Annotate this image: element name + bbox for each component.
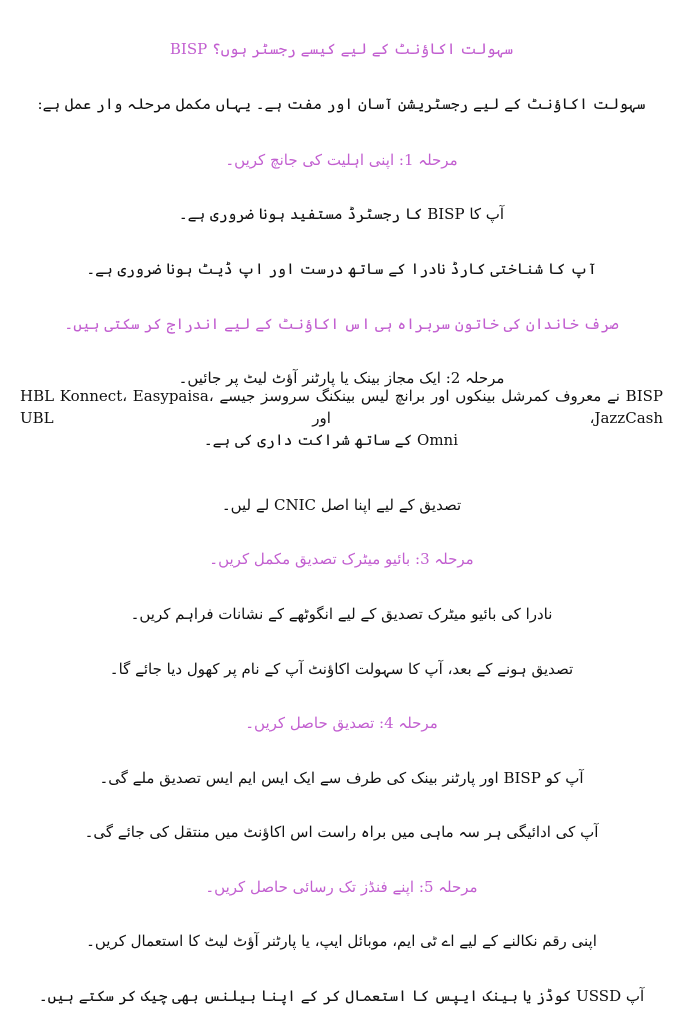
step-1-line-2: آپ کا شناختی کارڈ نادرا کے ساتھ درست اور اپ ڈیٹ ہونا ضروری ہے۔ xyxy=(86,260,597,278)
step-4-line-2: آپ کی ادائیگی ہر سہ ماہی میں براہ راست اس اکاؤنٹ میں منتقل کی جائے گی۔ xyxy=(84,823,599,841)
step-5-line-2: آپ USSD کوڈز یا بینک ایپس کا استعمال کر کے اپنا بیلنس بھی چیک کر سکتے ہیں۔ xyxy=(38,987,645,1005)
step-2-paragraph-line-1: BISP نے معروف کمرشل بینکوں اور برانچ لیس بینکنگ سروسز جیسے HBL Konnect، Easypaisa، JazzCash، اور UBL xyxy=(20,387,663,427)
step-3-line-2: تصدیق ہونے کے بعد، آپ کا سہولت اکاؤنٹ آپ کے نام پر کھول دیا جائے گا۔ xyxy=(109,660,574,678)
step-3-heading: مرحلہ 3: بائیو میٹرک تصدیق مکمل کریں۔ xyxy=(209,550,474,568)
article-title: سہولت اکاؤنٹ کے لیے کیسے رجسٹر ہوں؟ BISP xyxy=(169,40,514,58)
step-1-note: صرف خاندان کی خاتون سربراہ ہی اس اکاؤنٹ کے لیے اندراج کر سکتی ہیں۔ xyxy=(64,315,619,333)
step-2-paragraph xyxy=(20,385,663,451)
step-2-paragraph-line-2: Omni کے ساتھ شراکت داری کی ہے۔ xyxy=(203,431,458,449)
step-1-heading: مرحلہ 1: اپنی اہلیت کی جانچ کریں۔ xyxy=(225,151,458,169)
step-4-line-1: آپ کو BISP اور پارٹنر بینک کی طرف سے ایک ایس ایم ایس تصدیق ملے گی۔ xyxy=(99,769,584,787)
step-5-heading: مرحلہ 5: اپنے فنڈز تک رسائی حاصل کریں۔ xyxy=(205,878,478,896)
step-2-heading: مرحلہ 2: ایک مجاز بینک یا پارٹنر آؤٹ لیٹ پر جائیں۔ xyxy=(178,369,505,387)
intro-text: سہولت اکاؤنٹ کے لیے رجسٹریشن آسان اور مفت ہے۔ یہاں مکمل مرحلہ وار عمل ہے: xyxy=(37,95,646,113)
step-2-line: تصدیق کے لیے اپنا اصل CNIC لے لیں۔ xyxy=(221,496,462,514)
step-1-line-1: آپ کا BISP کا رجسٹرڈ مستفید ہونا ضروری ہے۔ xyxy=(178,205,505,223)
step-4-heading: مرحلہ 4: تصدیق حاصل کریں۔ xyxy=(245,714,438,732)
step-5-line-1: اپنی رقم نکالنے کے لیے اے ٹی ایم، موبائل ایپ، یا پارٹنر آؤٹ لیٹ کا استعمال کریں۔ xyxy=(86,932,597,950)
step-3-line-1: نادرا کی بائیو میٹرک تصدیق کے لیے انگوٹھے کے نشانات فراہم کریں۔ xyxy=(130,605,553,623)
